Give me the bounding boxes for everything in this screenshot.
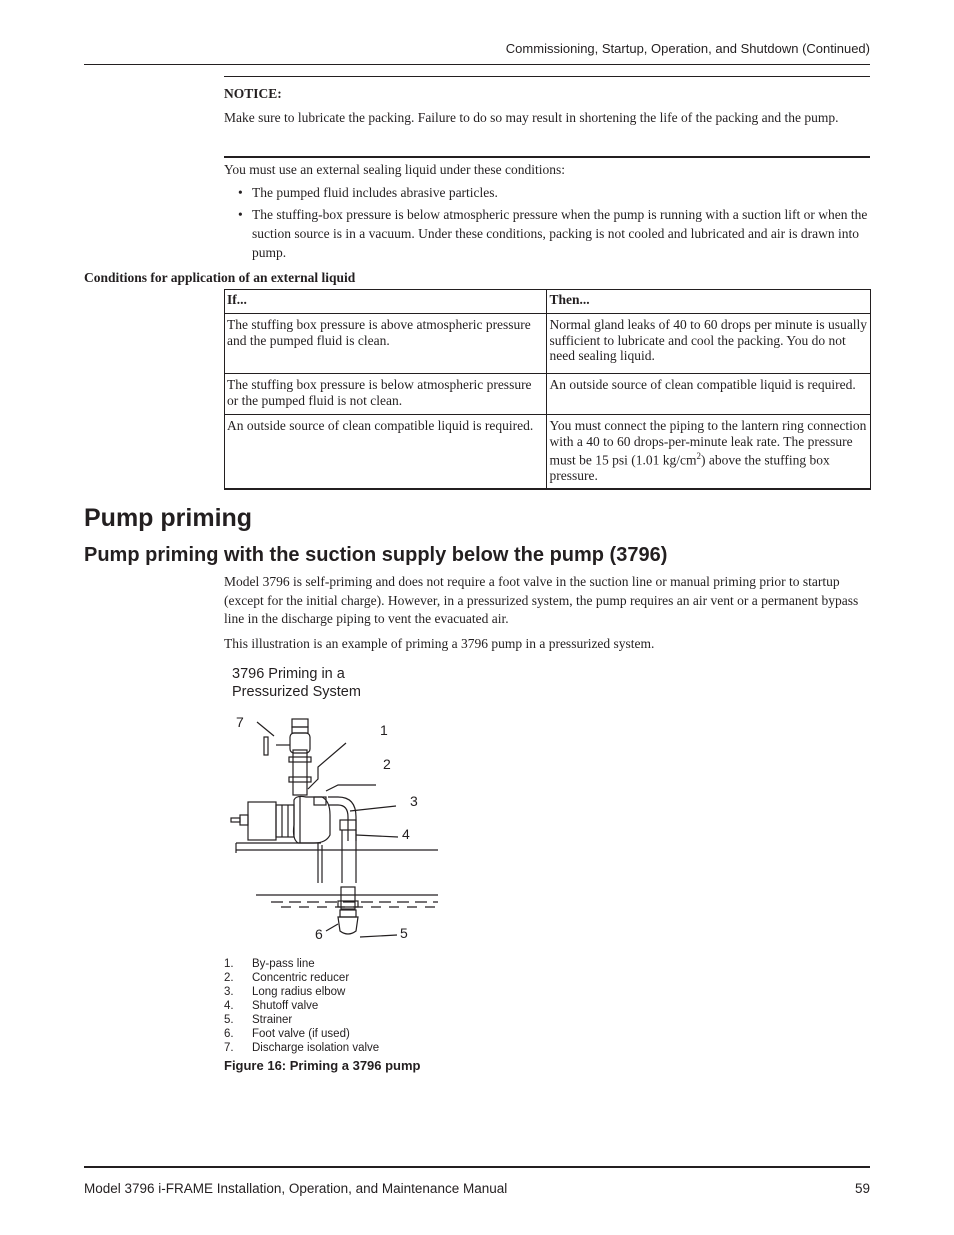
legend-number: 1. xyxy=(224,958,234,970)
legend-number: 5. xyxy=(224,1014,234,1026)
callout-1: 1 xyxy=(380,722,388,738)
section-subtitle: Pump priming with the suction supply below the pump (3796) xyxy=(84,544,668,566)
table-row xyxy=(225,415,871,489)
legend-number: 2. xyxy=(224,972,234,984)
column-header-if: If... xyxy=(225,290,547,314)
superscript: 2 xyxy=(696,451,701,461)
cell-text-tail: ) above the stuffing box pressure. xyxy=(549,452,830,483)
notice-bottom-rule xyxy=(224,156,870,158)
legend-item xyxy=(224,957,379,971)
legend-item xyxy=(224,1041,379,1055)
bullet-item: • The stuffing-box pressure is below atmospheric pressure when the pump is running with a suction lift or when the suction source is in a vacuum. Under these conditions, packing is not cooled and lubricated and air is drawn into pump. xyxy=(224,205,870,262)
header-rule xyxy=(84,64,870,65)
legend-item xyxy=(224,1027,379,1041)
legend-label: Strainer xyxy=(252,1014,293,1026)
page-number: 59 xyxy=(854,1181,870,1196)
manual-title: Model 3796 i-FRAME Installation, Operation, and Maintenance Manual xyxy=(84,1181,508,1196)
legend-item xyxy=(224,999,379,1013)
legend-label: Discharge isolation valve xyxy=(252,1042,380,1054)
callout-3: 3 xyxy=(410,793,418,809)
callout-2: 2 xyxy=(383,756,391,772)
section-title: Pump priming xyxy=(84,504,253,532)
table-cell: Normal gland leaks of 40 to 60 drops per minute is usually sufficient to lubricate and cool the packing. You do not need sealing liquid. xyxy=(547,314,871,374)
legend-item xyxy=(224,1013,379,1027)
legend-label: Foot valve (if used) xyxy=(252,1028,350,1040)
legend-number: 7. xyxy=(224,1042,234,1054)
callout-5: 5 xyxy=(400,925,408,941)
callout-7: 7 xyxy=(236,714,244,730)
table-cell: An outside source of clean compatible liquid is required. xyxy=(225,415,547,489)
pump-priming-diagram xyxy=(226,705,446,945)
bullet-item: • The pumped fluid includes abrasive particles. xyxy=(224,183,870,202)
sealing-intro: You must use an external sealing liquid under these conditions: xyxy=(224,162,565,177)
figure-legend xyxy=(224,957,379,1055)
legend-item xyxy=(224,985,379,999)
legend-label: Shutoff valve xyxy=(252,1000,319,1012)
figure-title-line: Pressurized System xyxy=(232,684,361,700)
table-cell: The stuffing box pressure is below atmospheric pressure or the pumped fluid is not clean. xyxy=(225,374,547,415)
bypass-line xyxy=(308,743,346,789)
table-row xyxy=(225,314,871,374)
table-row xyxy=(225,374,871,415)
legend-label: Long radius elbow xyxy=(252,986,346,998)
notice-text: Make sure to lubricate the packing. Failure to do so may result in shortening the life of the packing and the pump. xyxy=(224,110,839,125)
body-paragraph: This illustration is an example of priming a 3796 pump in a pressurized system. xyxy=(224,636,655,651)
pump-casing xyxy=(294,796,331,843)
table-cell: An outside source of clean compatible liquid is required. xyxy=(547,374,871,415)
table-header-row xyxy=(225,290,871,314)
notice-top-rule xyxy=(224,76,870,77)
strainer xyxy=(338,917,358,934)
callout-6: 6 xyxy=(315,926,323,942)
legend-number: 4. xyxy=(224,1000,234,1012)
figure-title xyxy=(232,665,361,701)
table-cell xyxy=(547,415,871,489)
legend-item xyxy=(224,971,379,985)
figure-caption: Figure 16: Priming a 3796 pump xyxy=(224,1058,421,1073)
table-cell: The stuffing box pressure is above atmospheric pressure and the pumped fluid is clean. xyxy=(225,314,547,374)
figure-title-line: 3796 Priming in a xyxy=(232,666,345,682)
cell-text: You must connect the piping to the lantern ring connection with a 40 to 60 drops-per-minute leak rate. The pressure must be 15 psi (1.01 kg/cm xyxy=(549,418,867,468)
body-paragraph: Model 3796 is self-priming and does not require a foot valve in the suction line or manual priming prior to startup (except for the initial charge). However, in a pressurized system, the pump requires an air vent or a permanent bypass line in the discharge piping to vent the evacuated air. xyxy=(224,574,859,626)
reducer-leader xyxy=(326,785,376,791)
column-header-then: Then... xyxy=(547,290,871,314)
running-header: Commissioning, Startup, Operation, and Shutdown (Continued) xyxy=(505,41,870,56)
legend-number: 6. xyxy=(224,1028,234,1040)
sealing-bullet-list xyxy=(224,183,870,265)
notice-heading: NOTICE: xyxy=(224,86,282,101)
legend-label: By-pass line xyxy=(252,958,315,970)
callout-4: 4 xyxy=(402,826,410,842)
legend-label: Concentric reducer xyxy=(252,972,350,984)
footer-rule xyxy=(84,1166,870,1168)
bearing-frame xyxy=(248,802,276,840)
suction-pipe-lower xyxy=(341,887,355,909)
legend-number: 3. xyxy=(224,986,234,998)
conditions-table xyxy=(224,289,871,490)
table-caption: Conditions for application of an external liquid xyxy=(84,270,356,285)
